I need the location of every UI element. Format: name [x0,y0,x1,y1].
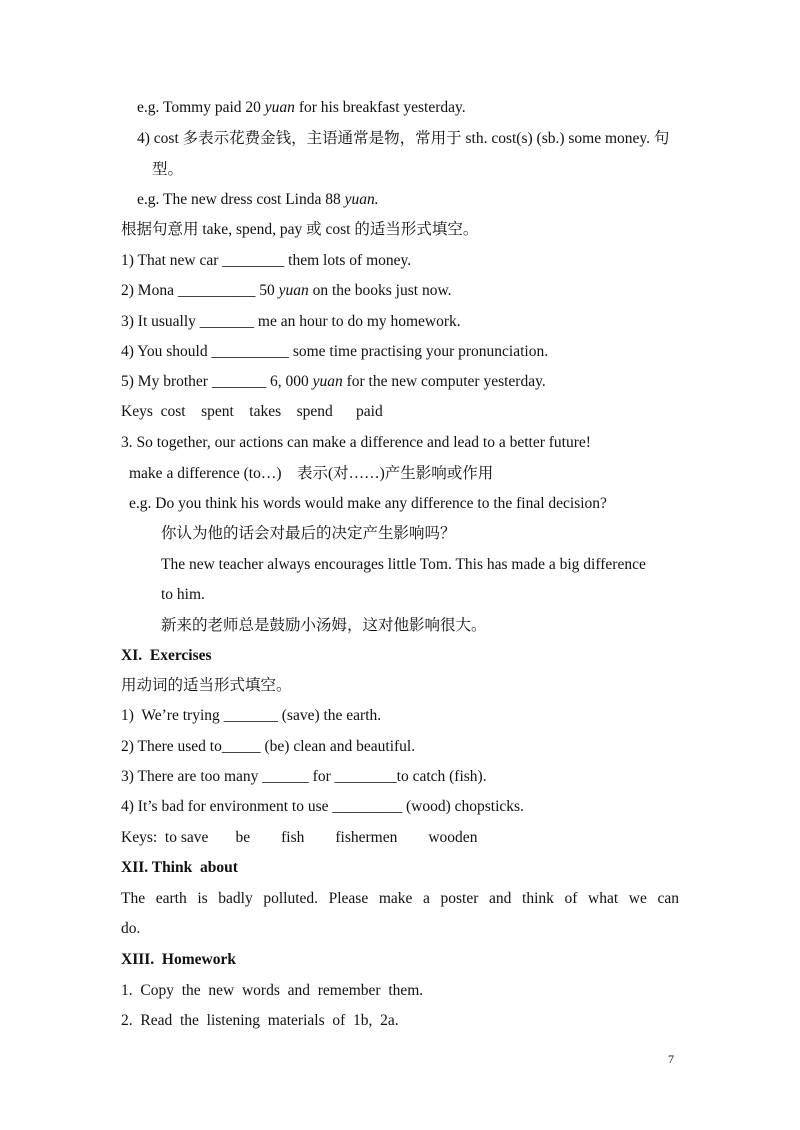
section-heading-exercises: XI. Exercises [121,647,212,664]
cost-usage-note-cont: 型。 [152,161,184,178]
cost-usage-note: 4) cost 多表示花费金钱，主语通常是物，常用于 sth. cost(s) (sb.) some money. 句 [137,130,670,147]
section-heading-homework: XIII. Homework [121,951,236,968]
example-teacher-cont: to him. [161,586,205,603]
phrase-make-a-difference: make a difference (to…) 表示(对……)产生影响或作用 [129,465,494,482]
question-1: 1) That new car ________ them lots of money. [121,252,412,269]
question-4: 4) You should __________ some time practising your pronunciation. [121,343,549,360]
example-tommy [137,98,466,118]
example-dress [137,190,379,210]
example-words-translation: 你认为他的话会对最后的决定产生影响吗？ [161,525,456,542]
italic-text: yuan. [344,191,379,208]
text: 5) My brother _______ 6, 000 [121,373,313,390]
text: on the books just now. [308,282,452,299]
question-5 [121,372,546,392]
italic-text: yuan [312,373,343,390]
text: e.g. The new dress cost Linda 88 [137,191,345,208]
page-number: 7 [668,1052,674,1066]
answer-keys-2: Keys: to save be fish fishermen wooden [121,829,478,846]
think-about-text-cont: do. [121,920,141,937]
question-2 [121,281,452,301]
example-teacher: The new teacher always encourages little Tom. This has made a big difference [161,556,646,573]
instruction-fill-blank: 根据句意用 take, spend, pay 或 cost 的适当形式填空。 [121,221,479,238]
example-words: e.g. Do you think his words would make any difference to the final decision? [129,495,607,512]
text: e.g. Tommy paid 20 [137,99,265,116]
text: for the new computer yesterday. [342,373,546,390]
italic-text: yuan [278,282,309,299]
question-3: 3) It usually _______ me an hour to do my homework. [121,313,461,330]
instruction-verb-form: 用动词的适当形式填空。 [121,677,292,694]
italic-text: yuan [264,99,295,116]
exercise-1: 1) We’re trying _______ (save) the earth. [121,707,382,724]
section-heading-think-about: XII. Think about [121,859,238,876]
think-about-text: The earth is badly polluted. Please make a poster and think of what we can [121,890,679,907]
text: for his breakfast yesterday. [294,99,466,116]
exercise-4: 4) It’s bad for environment to use _________ (wood) chopsticks. [121,798,524,815]
exercise-2: 2) There used to_____ (be) clean and beautiful. [121,738,416,755]
homework-item-2: 2. Read the listening materials of 1b, 2a. [121,1012,399,1029]
point-3: 3. So together, our actions can make a difference and lead to a better future! [121,434,591,451]
exercise-3: 3) There are too many ______ for ________to catch (fish). [121,768,487,785]
example-teacher-translation: 新来的老师总是鼓励小汤姆，这对他影响很大。 [161,617,487,634]
text: 2) Mona __________ 50 [121,282,279,299]
homework-item-1: 1. Copy the new words and remember them. [121,982,424,999]
answer-keys-1: Keys cost spent takes spend paid [121,403,383,420]
